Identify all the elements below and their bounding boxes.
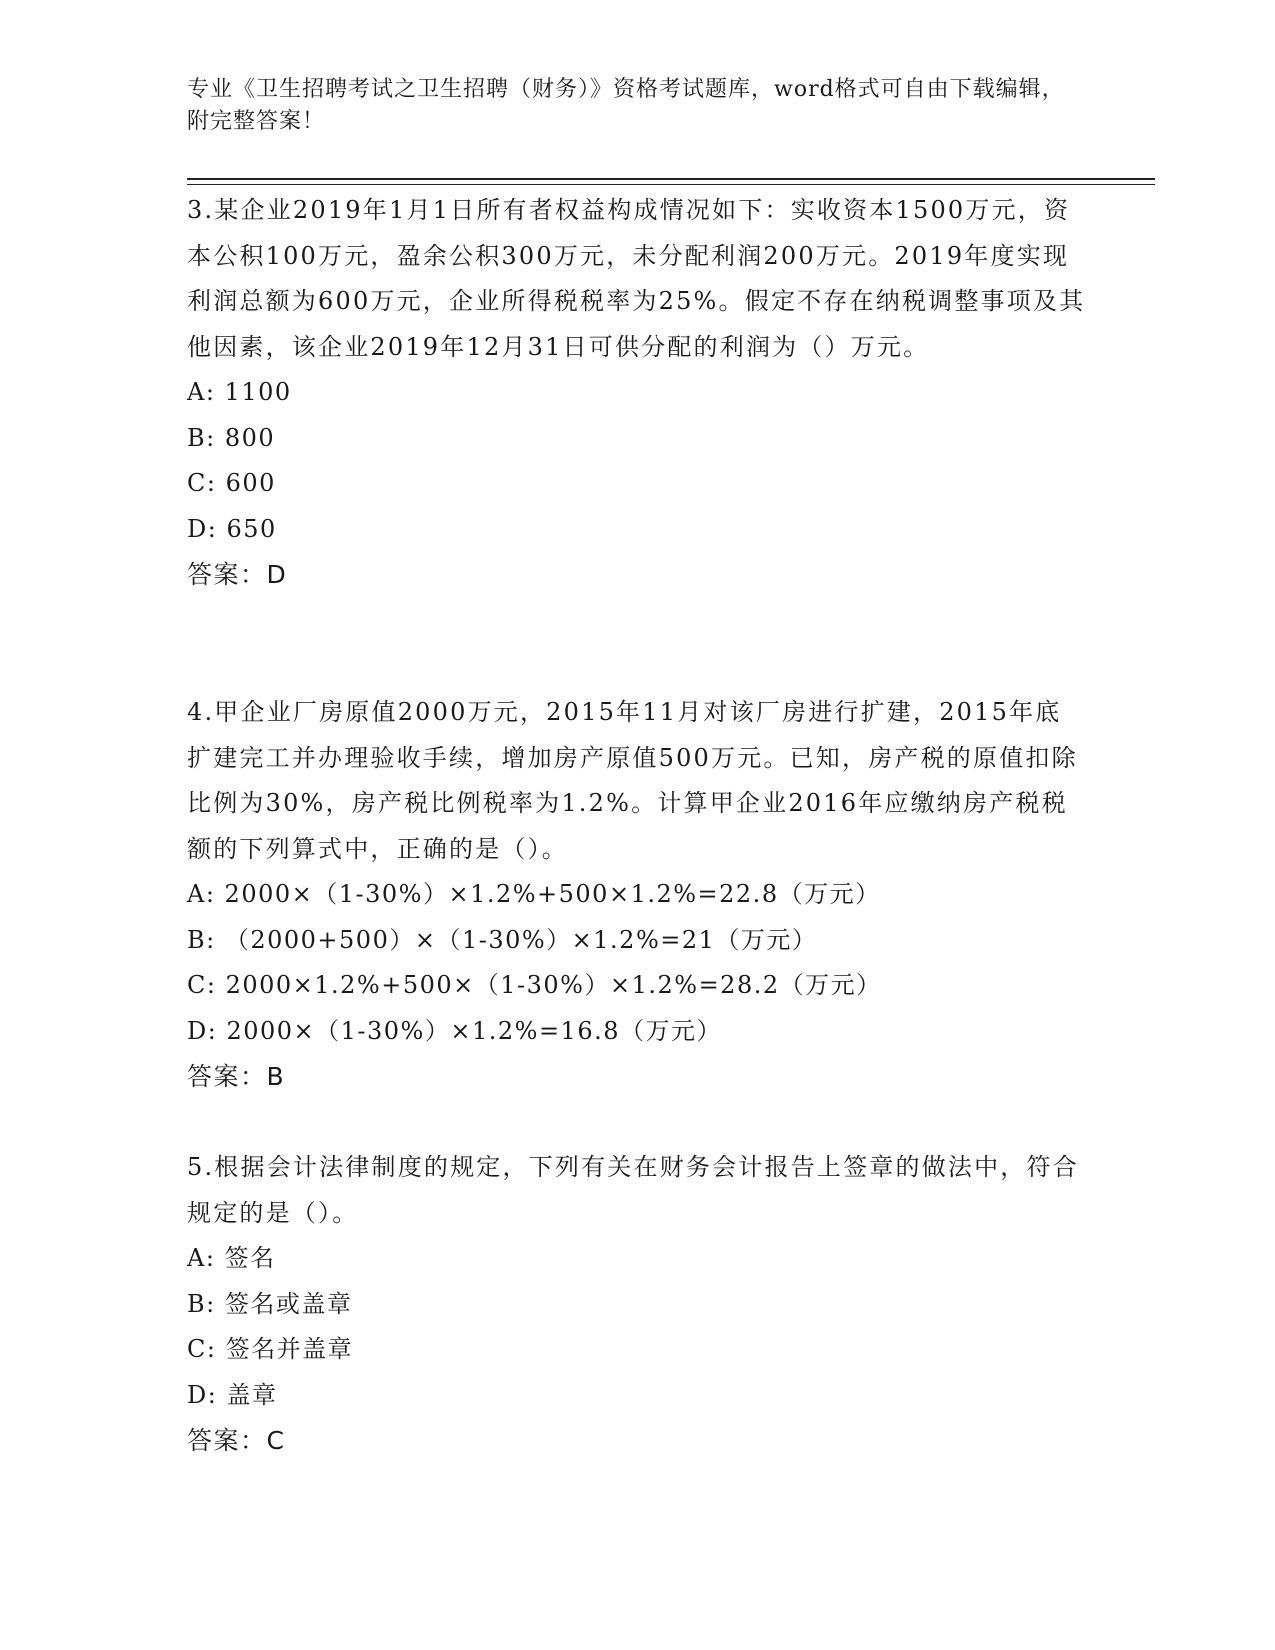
question-block-3 <box>187 188 1087 598</box>
option-b: B: 签名或盖章 <box>187 1289 353 1318</box>
question-stem: 5.根据会计法律制度的规定，下列有关在财务会计报告上签章的做法中，符合规定的是（）。 <box>187 1153 1079 1227</box>
option-d: D: 盖章 <box>187 1380 278 1409</box>
option-b: B: （2000+500）×（1-30%）×1.2%=21（万元） <box>187 925 818 954</box>
answer-label: 答案：D <box>187 560 288 589</box>
header-divider-thin <box>187 184 1155 185</box>
question-block-4 <box>187 690 1087 1100</box>
option-d: D: 2000×（1-30%）×1.2%=16.8（万元） <box>187 1016 722 1045</box>
question-stem: 4.甲企业厂房原值2000万元，2015年11月对该厂房进行扩建，2015年底扩建完工并办理验收手续，增加房产原值500万元。已知，房产税的原值扣除比例为30%，房产税比例税率为1.2%。计算甲企业2016年应缴纳房产税税额的下列算式中，正确的是（）。 <box>187 698 1078 863</box>
question-block-5 <box>187 1145 1087 1464</box>
option-a: A: 签名 <box>187 1244 276 1272</box>
document-header-intro: 专业《卫生招聘考试之卫生招聘（财务）》资格考试题库，word格式可自由下载编辑，附完整答案！ <box>187 77 1065 134</box>
option-c: C: 600 <box>187 469 276 497</box>
option-b: B: 800 <box>187 423 276 452</box>
answer-label: 答案：C <box>187 1426 286 1455</box>
option-a: A: 2000×（1-30%）×1.2%+500×1.2%=22.8（万元） <box>187 880 881 908</box>
answer-label: 答案：B <box>187 1062 286 1091</box>
question-stem: 3.某企业2019年1月1日所有者权益构成情况如下：实收资本1500万元，资本公积100万元，盈余公积300万元，未分配利润200万元。2019年度实现利润总额为600万元，企业所得税税率为25%。假定不存在纳税调整事项及其他因素，该企业2019年12月31日可供分配的利润为（）万元。 <box>187 196 1086 361</box>
option-c: C: 签名并盖章 <box>187 1335 354 1363</box>
header-divider-thick <box>187 178 1155 180</box>
option-d: D: 650 <box>187 514 277 543</box>
option-a: A: 1100 <box>187 378 292 406</box>
option-c: C: 2000×1.2%+500×（1-30%）×1.2%=28.2（万元） <box>187 971 882 999</box>
